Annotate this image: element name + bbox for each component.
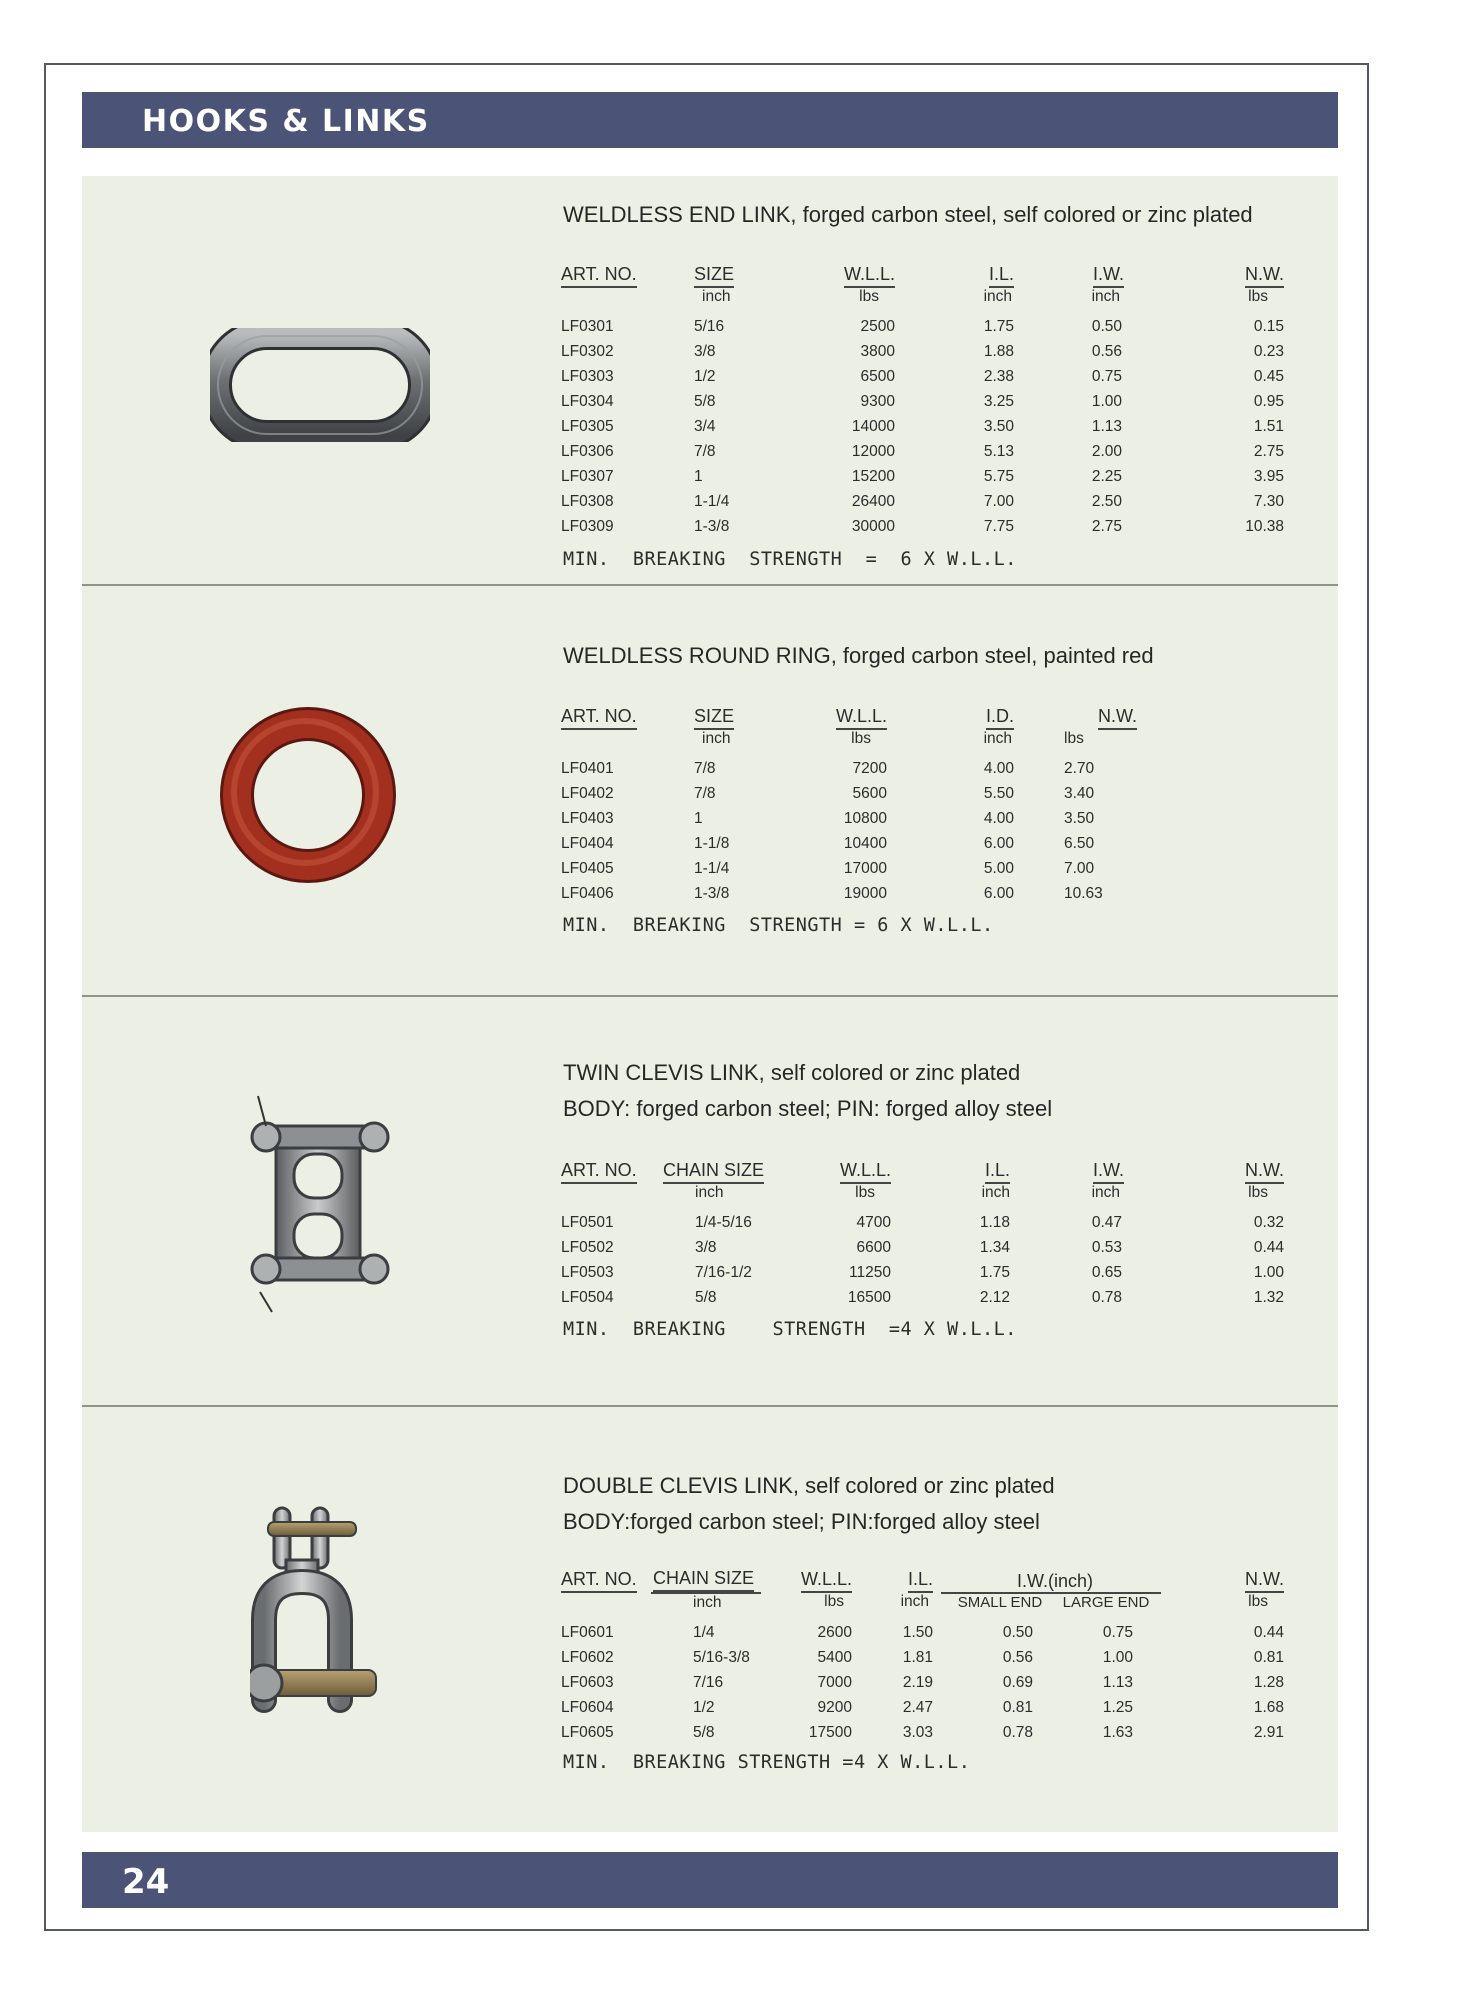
table-cell: LF0402: [561, 784, 614, 802]
table-cell: 5600: [852, 784, 887, 802]
table-cell: 2.47: [902, 1698, 933, 1716]
unit-label: inch: [702, 730, 731, 747]
table-cell: 2.75: [1091, 517, 1122, 535]
table-row: [561, 364, 1284, 389]
column-header: W.L.L.: [840, 1160, 891, 1184]
table-cell: 1.75: [979, 1263, 1010, 1281]
table-header-row: [561, 704, 1147, 730]
column-header: I.L.: [985, 1160, 1010, 1184]
table-cell: 5.13: [983, 442, 1014, 460]
column-header: W.L.L.: [801, 1569, 852, 1593]
table-row: [561, 414, 1284, 439]
table-cell: 7.00: [1064, 859, 1095, 877]
table-cell: LF0307: [561, 467, 614, 485]
product-subtitle: BODY:forged carbon steel; PIN:forged alloy steel: [563, 1509, 1040, 1534]
column-header: ART. NO.: [561, 1569, 637, 1593]
table-cell: 5/16: [694, 317, 725, 335]
table-cell: 0.50: [1091, 317, 1122, 335]
column-header: I.L.: [908, 1569, 933, 1593]
table-row: [561, 1620, 1284, 1645]
min-breaking-strength-note: MIN. BREAKING STRENGTH = 6 X W.L.L.: [563, 549, 1017, 570]
unit-label: inch: [983, 730, 1012, 747]
table-cell: 10.63: [1064, 884, 1103, 902]
table-cell: 1.13: [1091, 417, 1122, 435]
table-cell: 1.50: [902, 1623, 933, 1641]
table-row: [561, 806, 1147, 831]
table-cell: 17000: [843, 859, 887, 877]
table-cell: 10800: [843, 809, 887, 827]
table-cell: 3.50: [1064, 809, 1095, 827]
table-cell: 7/16: [693, 1673, 724, 1691]
units-row: [561, 1593, 1284, 1620]
table-cell: 2.25: [1091, 467, 1122, 485]
product-subtitle: BODY: forged carbon steel; PIN: forged alloy steel: [563, 1096, 1053, 1121]
table-cell: 1/2: [694, 367, 716, 385]
table-cell: 1.68: [1253, 1698, 1284, 1716]
table-row: [561, 1720, 1284, 1745]
page-number: 24: [122, 1862, 170, 1902]
table-row: [561, 514, 1284, 539]
table-cell: LF0605: [561, 1723, 614, 1741]
table-cell: LF0504: [561, 1288, 614, 1306]
table-cell: 19000: [843, 884, 887, 902]
table-cell: 1/4: [693, 1623, 715, 1641]
table-cell: 1.81: [902, 1648, 933, 1666]
column-header: SIZE: [694, 264, 734, 288]
header-bar: [82, 92, 1338, 148]
unit-label: lbs: [1248, 288, 1268, 305]
table-cell: 5/8: [693, 1723, 715, 1741]
table-cell: LF0406: [561, 884, 614, 902]
unit-label: inch: [981, 1184, 1010, 1201]
unit-label: inch: [702, 288, 731, 305]
column-header: N.W.: [1245, 1569, 1284, 1593]
twin-clevis-link-icon: [250, 1092, 390, 1316]
table-cell: 2.75: [1253, 442, 1284, 460]
spec-table: [561, 1566, 1284, 1745]
table-row: [561, 1285, 1284, 1310]
table-cell: 6500: [860, 367, 895, 385]
table-row: [561, 1670, 1284, 1695]
section-divider: [82, 1405, 1338, 1407]
min-breaking-strength-note: MIN. BREAKING STRENGTH = 6 X W.L.L.: [563, 915, 994, 936]
unit-label: lbs: [859, 288, 879, 305]
table-row: [561, 439, 1284, 464]
table-row: [561, 881, 1147, 906]
table-cell: 2.50: [1091, 492, 1122, 510]
table-cell: 2.91: [1253, 1723, 1284, 1741]
column-header: ART. NO.: [561, 706, 637, 730]
double-clevis-link-icon: [250, 1500, 380, 1722]
spec-table: [561, 1158, 1284, 1310]
product-title: DOUBLE CLEVIS LINK, self colored or zinc plated: [563, 1473, 1055, 1498]
table-cell: 0.53: [1091, 1238, 1122, 1256]
column-header: I.W.: [1093, 1160, 1124, 1184]
table-cell: LF0503: [561, 1263, 614, 1281]
column-header: N.W.: [1245, 264, 1284, 288]
column-header: I.W.(inch): [1016, 1571, 1093, 1591]
table-cell: 0.78: [1002, 1723, 1033, 1741]
table-cell: 6.00: [983, 884, 1014, 902]
table-row: [561, 489, 1284, 514]
section-divider: [82, 584, 1338, 586]
table-cell: LF0302: [561, 342, 614, 360]
table-cell: LF0303: [561, 367, 614, 385]
table-cell: 0.65: [1091, 1263, 1122, 1281]
table-cell: 1.13: [1102, 1673, 1133, 1691]
table-header-row: [561, 1566, 1284, 1593]
table-cell: 15200: [851, 467, 895, 485]
table-cell: LF0304: [561, 392, 614, 410]
table-cell: LF0405: [561, 859, 614, 877]
table-cell: 5/8: [695, 1288, 717, 1306]
table-cell: 1.88: [983, 342, 1014, 360]
table-cell: 4700: [856, 1213, 891, 1231]
table-row: [561, 339, 1284, 364]
table-cell: LF0601: [561, 1623, 614, 1641]
table-header-row: [561, 262, 1284, 288]
table-row: [561, 1235, 1284, 1260]
table-cell: 5.75: [983, 467, 1014, 485]
table-cell: 1.25: [1102, 1698, 1133, 1716]
table-cell: 12000: [851, 442, 895, 460]
table-row: [561, 314, 1284, 339]
unit-label: lbs: [1248, 1593, 1268, 1610]
table-cell: 1-1/4: [694, 492, 730, 510]
unit-label: lbs: [851, 730, 871, 747]
table-cell: 3.40: [1064, 784, 1095, 802]
unit-label: lbs: [855, 1184, 875, 1201]
table-cell: 5/16-3/8: [693, 1648, 750, 1666]
table-cell: 1.18: [979, 1213, 1010, 1231]
table-cell: 1.28: [1253, 1673, 1284, 1691]
spec-table: [561, 704, 1147, 906]
table-cell: 14000: [851, 417, 895, 435]
table-cell: 0.78: [1091, 1288, 1122, 1306]
units-row: [561, 730, 1147, 756]
min-breaking-strength-note: MIN. BREAKING STRENGTH =4 X W.L.L.: [563, 1752, 971, 1773]
table-cell: 3.50: [983, 417, 1014, 435]
table-cell: LF0501: [561, 1213, 614, 1231]
table-row: [561, 781, 1147, 806]
table-cell: 5400: [817, 1648, 852, 1666]
column-header: CHAIN SIZE: [653, 1568, 754, 1592]
column-header: I.L.: [989, 264, 1014, 288]
table-cell: 3800: [860, 342, 895, 360]
table-cell: 3.25: [983, 392, 1014, 410]
product-title: WELDLESS ROUND RING, forged carbon steel, painted red: [563, 643, 1154, 668]
table-cell: 1.75: [983, 317, 1014, 335]
table-cell: 6.00: [983, 834, 1014, 852]
table-cell: 2.19: [902, 1673, 933, 1691]
table-cell: 7200: [852, 759, 887, 777]
table-cell: 3/8: [694, 342, 716, 360]
table-cell: 26400: [851, 492, 895, 510]
unit-label: inch: [1091, 1184, 1120, 1201]
page-title: HOOKS & LINKS: [142, 104, 430, 139]
table-cell: 5/8: [694, 392, 716, 410]
table-cell: 0.81: [1253, 1648, 1284, 1666]
table-cell: 7.30: [1253, 492, 1284, 510]
column-header: I.W.: [1093, 264, 1124, 288]
table-row: [561, 756, 1147, 781]
table-row: [561, 1260, 1284, 1285]
spec-table: [561, 262, 1284, 539]
table-cell: 1/2: [693, 1698, 715, 1716]
table-cell: 3/4: [694, 417, 716, 435]
table-cell: 7/8: [694, 442, 716, 460]
table-cell: 1: [694, 809, 703, 827]
table-cell: 0.81: [1002, 1698, 1033, 1716]
unit-label: lbs: [1064, 730, 1084, 747]
product-title: WELDLESS END LINK, forged carbon steel, self colored or zinc plated: [563, 202, 1253, 227]
table-cell: 0.95: [1253, 392, 1284, 410]
table-cell: 3.95: [1253, 467, 1284, 485]
column-header: W.L.L.: [836, 706, 887, 730]
sub-header-small-end: SMALL END: [941, 1593, 1051, 1620]
table-cell: LF0603: [561, 1673, 614, 1691]
unit-label: inch: [695, 1184, 724, 1201]
table-cell: 9200: [817, 1698, 852, 1716]
table-cell: 2.70: [1064, 759, 1095, 777]
table-cell: LF0309: [561, 517, 614, 535]
table-cell: 0.75: [1091, 367, 1122, 385]
end-link-icon: [210, 328, 430, 442]
table-cell: 6.50: [1064, 834, 1095, 852]
table-cell: 1/4-5/16: [695, 1213, 752, 1231]
table-row: [561, 1210, 1284, 1235]
table-cell: 1.32: [1253, 1288, 1284, 1306]
column-header: N.W.: [1245, 1160, 1284, 1184]
table-cell: 0.75: [1102, 1623, 1133, 1641]
table-cell: 1.00: [1102, 1648, 1133, 1666]
table-cell: 7.75: [983, 517, 1014, 535]
table-cell: 30000: [851, 517, 895, 535]
table-cell: 0.44: [1253, 1623, 1284, 1641]
table-cell: 9300: [860, 392, 895, 410]
table-cell: LF0404: [561, 834, 614, 852]
table-cell: LF0308: [561, 492, 614, 510]
table-cell: 1-3/8: [694, 884, 730, 902]
column-header: I.D.: [986, 706, 1014, 730]
table-cell: 7000: [817, 1673, 852, 1691]
table-header-row: [561, 1158, 1284, 1184]
table-cell: 4.00: [983, 759, 1014, 777]
table-cell: LF0602: [561, 1648, 614, 1666]
table-cell: LF0502: [561, 1238, 614, 1256]
round-ring-icon: [219, 706, 397, 884]
table-cell: 7/8: [694, 759, 716, 777]
column-header: N.W.: [1098, 706, 1137, 730]
table-cell: 2500: [860, 317, 895, 335]
table-body: [561, 314, 1284, 539]
table-cell: LF0604: [561, 1698, 614, 1716]
table-cell: LF0306: [561, 442, 614, 460]
table-cell: 0.15: [1253, 317, 1284, 335]
table-cell: 0.50: [1002, 1623, 1033, 1641]
units-row: [561, 1184, 1284, 1210]
table-cell: LF0301: [561, 317, 614, 335]
table-cell: 3/8: [695, 1238, 717, 1256]
table-row: [561, 1695, 1284, 1720]
table-cell: 1-1/8: [694, 834, 730, 852]
table-row: [561, 389, 1284, 414]
units-row: [561, 288, 1284, 314]
table-cell: 0.47: [1091, 1213, 1122, 1231]
unit-label: inch: [651, 1593, 761, 1620]
table-body: [561, 756, 1147, 906]
table-row: [561, 831, 1147, 856]
table-cell: LF0305: [561, 417, 614, 435]
table-cell: 16500: [847, 1288, 891, 1306]
table-body: [561, 1210, 1284, 1310]
footer-bar: [82, 1852, 1338, 1908]
table-cell: 1.00: [1091, 392, 1122, 410]
unit-label: lbs: [824, 1593, 844, 1610]
table-cell: 1: [694, 467, 703, 485]
table-cell: 2.00: [1091, 442, 1122, 460]
column-header: ART. NO.: [561, 1160, 637, 1184]
table-cell: 0.56: [1002, 1648, 1033, 1666]
sub-header-large-end: LARGE END: [1051, 1593, 1161, 1620]
table-cell: 2600: [817, 1623, 852, 1641]
table-cell: 1.34: [979, 1238, 1010, 1256]
table-cell: LF0401: [561, 759, 614, 777]
table-cell: 0.44: [1253, 1238, 1284, 1256]
table-cell: 10.38: [1245, 517, 1284, 535]
table-cell: 3.03: [902, 1723, 933, 1741]
table-cell: 0.23: [1253, 342, 1284, 360]
table-cell: 5.50: [983, 784, 1014, 802]
product-title: TWIN CLEVIS LINK, self colored or zinc plated: [563, 1060, 1021, 1085]
table-cell: LF0403: [561, 809, 614, 827]
table-row: [561, 856, 1147, 881]
table-cell: 1.63: [1102, 1723, 1133, 1741]
table-cell: 4.00: [983, 809, 1014, 827]
table-cell: 17500: [808, 1723, 852, 1741]
unit-label: inch: [1091, 288, 1120, 305]
table-body: [561, 1620, 1284, 1745]
table-cell: 1-3/8: [694, 517, 730, 535]
table-cell: 6600: [856, 1238, 891, 1256]
column-header: W.L.L.: [844, 264, 895, 288]
table-row: [561, 1645, 1284, 1670]
unit-label: lbs: [1248, 1184, 1268, 1201]
table-cell: 1-1/4: [694, 859, 730, 877]
table-cell: 10400: [843, 834, 887, 852]
section-divider: [82, 995, 1338, 997]
table-cell: 2.12: [979, 1288, 1010, 1306]
table-cell: 11250: [849, 1263, 891, 1281]
table-cell: 2.38: [983, 367, 1014, 385]
table-cell: 0.56: [1091, 342, 1122, 360]
column-header: CHAIN SIZE: [663, 1160, 764, 1184]
table-cell: 0.69: [1002, 1673, 1033, 1691]
min-breaking-strength-note: MIN. BREAKING STRENGTH =4 X W.L.L.: [563, 1319, 1017, 1340]
table-cell: 1.51: [1253, 417, 1284, 435]
table-cell: 7.00: [983, 492, 1014, 510]
table-cell: 0.32: [1253, 1213, 1284, 1231]
unit-label: inch: [983, 288, 1012, 305]
column-header: SIZE: [694, 706, 734, 730]
table-cell: 5.00: [983, 859, 1014, 877]
table-row: [561, 464, 1284, 489]
table-cell: 1.00: [1253, 1263, 1284, 1281]
column-header: ART. NO.: [561, 264, 637, 288]
table-cell: 0.45: [1253, 367, 1284, 385]
unit-label: inch: [900, 1593, 929, 1610]
table-cell: 7/16-1/2: [695, 1263, 752, 1281]
table-cell: 7/8: [694, 784, 716, 802]
